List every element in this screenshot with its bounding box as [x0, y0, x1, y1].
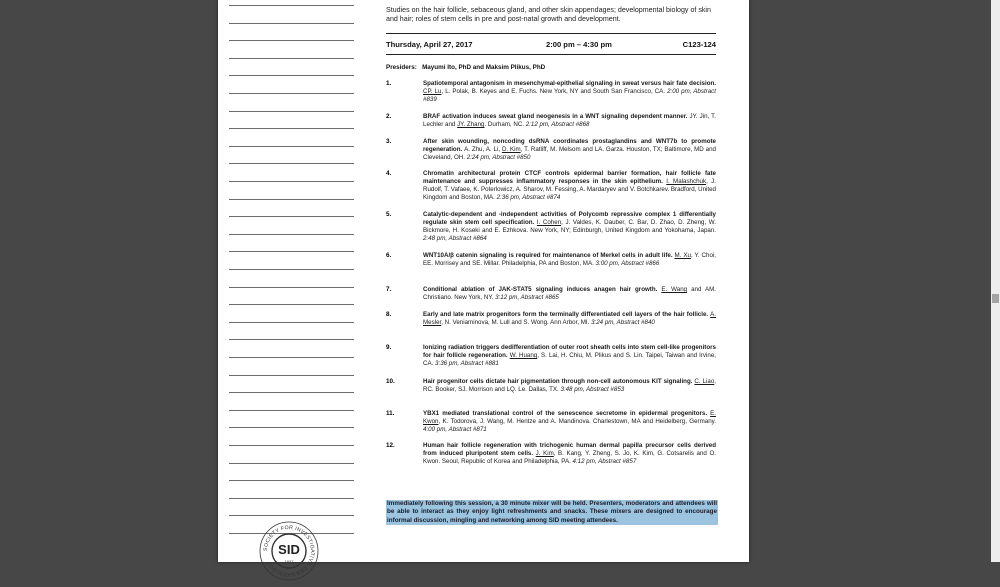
session-date: Thursday, April 27, 2017: [386, 40, 473, 49]
abstract-text: [423, 311, 716, 327]
abstract-number: 12.: [386, 442, 395, 449]
abstract-number: 6.: [386, 252, 392, 259]
margin-line: [229, 410, 354, 411]
margin-line: [229, 75, 354, 76]
abstract-text: [423, 442, 716, 466]
session-room: C123-124: [682, 40, 716, 49]
abstract-authors: and AM. Christiano. New York, NY.: [423, 286, 717, 302]
abstract-presenter: E. Wang: [661, 286, 688, 293]
abstract-time-number: 3:36 pm, Abstract #881: [435, 360, 499, 368]
sid-seal-graphic: [258, 520, 320, 582]
abstract-authors: , J. Valdes, K. Dauber, C. Bar, D. Zhao, D. Zheng, W. Bickmore, H. Koseki and E. Ezhkova. New York, NY; Edinburgh, United Kingdom and Yokohama, Japan.: [423, 219, 717, 235]
presiders-names: Mayumi Ito, PhD and Maksim Plikus, PhD: [422, 64, 546, 71]
notes-margin-lines: [229, 0, 354, 562]
abstract-text: [423, 80, 716, 104]
abstract-text: [423, 211, 716, 243]
abstract-authors: , B. Kang, Y. Zheng, S. Jo, K. Kim, G. Cotsarelis and O. Kwon. Seoul, Republic of Korea and Philadelphia, PA.: [423, 450, 716, 466]
abstract-title: Early and late matrix progenitors form the terminally differentiated cell layers of the hair follicle.: [423, 311, 711, 318]
header-rule-top: [386, 33, 716, 34]
margin-line: [229, 269, 354, 270]
abstract-authors: , RC. Booker, SJ. Morrison and LQ. Le. Dallas, TX.: [423, 378, 716, 394]
abstract-authors: , N. Veniaminova, M. Lull and S. Wong. Ann Arbor, MI.: [441, 319, 592, 327]
abstract-presenter: JY. Zhang: [457, 121, 485, 129]
abstract-presenter: A. Mesler: [423, 311, 716, 327]
margin-line: [229, 216, 354, 217]
header-rule-bottom: [386, 54, 716, 55]
margin-line: [229, 234, 354, 235]
abstract-title: Conditional ablation of JAK-STAT5 signaling induces anagen hair growth.: [423, 286, 662, 293]
margin-line: [229, 498, 354, 499]
margin-line: [229, 322, 354, 323]
margin-line: [229, 251, 354, 252]
logo-ring-text: SOCIETY FOR INVESTIGATIVE DERMATOLOGY: [262, 524, 316, 578]
margin-line: [229, 480, 354, 481]
abstract-title: YBX1 mediated translational control of the senescence secretome in epidermal progenitors.: [423, 410, 711, 417]
abstract-text: [423, 286, 716, 302]
margin-line: [229, 40, 354, 41]
abstract-time-number: 2:48 pm, Abstract #864: [423, 235, 487, 243]
margin-line: [229, 146, 354, 147]
margin-line: [229, 5, 354, 6]
margin-line: [229, 128, 354, 129]
presiders-line: [386, 64, 545, 71]
margin-line: [229, 392, 354, 393]
abstract-time-number: 4:00 pm, Abstract #871: [423, 426, 487, 434]
abstract-authors: , T. Ratliff, M. Melsom and LA. Garza. Houston, TX; Baltimore, MD and Cleveland, OH.: [423, 146, 716, 162]
abstract-coauthors-pre: A. Zhu, A. Li,: [464, 146, 502, 154]
scrollbar-thumb[interactable]: [992, 294, 999, 303]
abstract-time-number: 3:00 pm, Abstract #866: [595, 260, 660, 268]
abstract-number: 1.: [386, 80, 392, 87]
logo-initials: SID: [278, 542, 300, 557]
abstract-title: Hair progenitor cells dictate hair pigmentation through non-cell autonomous KIT signaling.: [423, 378, 695, 385]
abstract-presenter: CP. Lu: [423, 88, 442, 96]
margin-line: [229, 427, 354, 428]
abstract-title: After skin wounding, noncoding dsRNA coordinates prostaglandins and WNT7b to promote regeneration.: [423, 138, 716, 154]
margin-line: [229, 93, 354, 94]
margin-line: [229, 181, 354, 182]
abstract-authors: . Durham, NC.: [484, 121, 526, 129]
margin-line: [229, 445, 354, 446]
abstract-time-number: 2:24 pm, Abstract #850: [466, 154, 531, 162]
margin-line: [229, 339, 354, 340]
abstract-authors: , L. Polak, B. Keyes and E. Fuchs. New York, NY and South San Francisco, CA.: [441, 88, 668, 96]
abstract-title: Chromatin architectural protein CTCF controls epidermal barrier formation, hair follicle fate maintenance and suppresses inflammatory responses in the skin epithelium.: [423, 170, 716, 186]
abstract-text: [423, 170, 716, 202]
margin-line: [229, 163, 354, 164]
session-time: 2:00 pm – 4:30 pm: [546, 40, 612, 49]
abstract-text: [423, 410, 716, 434]
abstract-presenter: D. Kim: [501, 146, 521, 154]
abstract-time-number: 3:48 pm, Abstract #853: [560, 386, 625, 394]
session-description: Studies on the hair follicle, sebaceous gland, and other skin appendages; developmental biology of skin and hair; roles of stem cells in pre and post-natal growth and development.: [386, 6, 711, 24]
abstract-time-number: 3:24 pm, Abstract #840: [591, 319, 655, 327]
abstract-time-number: 3:12 pm, Abstract #865: [495, 294, 559, 302]
abstract-number: 11.: [386, 410, 395, 417]
abstract-number: 2.: [386, 113, 392, 120]
presiders-label: Presiders:: [386, 64, 417, 71]
abstract-presenter: I. Malashchuk: [666, 178, 707, 186]
margin-line: [229, 58, 354, 59]
abstract-authors: , J. Rudolf, T. Vafaee, K. Poterlowicz, A. Sharov, M. Fessing, A. Mardaryev and V. Botchkarev. Bradford, United Kingdom and Boston, MA.: [423, 178, 716, 202]
abstract-presenter: C. Liao: [694, 378, 715, 385]
margin-line: [229, 515, 354, 516]
abstract-time-number: 4:12 pm, Abstract #857: [572, 458, 637, 466]
mixer-note-selected[interactable]: Immediately following this session, a 30 minute mixer will be held. Presenters, moderators and attendees will be able to interact as they enjoy light refreshments and snacks. These mixers are designed to encourage informal discussion, mingling and networking among SID meeting attendees.: [387, 500, 717, 524]
abstract-number: 10.: [386, 378, 395, 385]
abstract-authors: , S. Lai, H. Chiu, M. Plikus and S. Lin. Taipei, Taiwan and Irvine, CA.: [423, 352, 716, 368]
margin-line: [229, 357, 354, 358]
abstract-title: Ionizing radiation triggers dedifferentiation of outer root sheath cells into stem cell-like progenitors for hair follicle regeneration.: [423, 344, 716, 360]
abstract-number: 8.: [386, 311, 392, 318]
abstract-presenter: W. Huang: [509, 352, 538, 360]
margin-line: [229, 199, 354, 200]
margin-line: [229, 111, 354, 112]
abstract-title: BRAF activation induces sweat gland neogenesis in a WNT signaling dependent manner.: [423, 113, 690, 120]
margin-line: [229, 463, 354, 464]
abstract-number: 4.: [386, 170, 392, 177]
vertical-scrollbar[interactable]: [991, 0, 1000, 562]
abstract-number: 5.: [386, 211, 392, 218]
abstract-coauthors-pre: JY. Jin, T. Lechler and: [423, 113, 716, 129]
pdf-page: [218, 0, 749, 578]
abstract-number: 3.: [386, 138, 392, 145]
abstract-title: WNT10A/β catenin signaling is required for maintenance of Merkel cells in adult life.: [423, 252, 675, 259]
logo-year: 1937: [284, 559, 294, 564]
abstract-number: 7.: [386, 286, 392, 293]
abstract-title: Catalytic-dependent and -independent activities of Polycomb repressive complex 1 differentially regulate skin stem cell specification.: [423, 211, 716, 227]
abstract-time-number: 2:12 pm, Abstract #868: [525, 121, 590, 129]
margin-line: [229, 304, 354, 305]
abstract-text: [423, 252, 716, 268]
abstract-time-number: 2:36 pm, Abstract #874: [496, 194, 561, 202]
abstract-text: [423, 138, 716, 162]
abstract-presenter: M. Xu: [674, 252, 691, 259]
abstract-title: Human hair follicle regeneration with trichogenic human dermal papilla precursor cells derived from induced pluripotent stem cells.: [423, 442, 716, 458]
abstract-text: [423, 378, 716, 394]
abstract-authors: , Y. Choi, EE. Morrisey and SE. Millar. Philadelphia, PA and Boston, MA.: [423, 252, 716, 268]
sid-logo: [258, 520, 320, 582]
margin-line: [229, 375, 354, 376]
abstract-text: [423, 344, 716, 368]
abstract-presenter: E. Kwon: [423, 410, 716, 426]
abstract-time-number: 2:00 pm, Abstract #839: [423, 88, 716, 104]
abstract-number: 9.: [386, 344, 392, 351]
abstract-presenter: J. Kim: [535, 450, 554, 458]
abstract-text: [423, 113, 716, 129]
abstract-presenter: I. Cohen: [536, 219, 562, 227]
margin-line: [229, 287, 354, 288]
abstract-title: Spatiotemporal antagonism in mesenchymal-epithelial signaling in sweat versus hair fate decision.: [423, 80, 716, 87]
abstract-authors: , K. Todorova, J. Wang, M. Hentze and A. Mandinova. Charlestown, MA and Heidelberg, Germany.: [438, 418, 716, 426]
margin-line: [229, 23, 354, 24]
